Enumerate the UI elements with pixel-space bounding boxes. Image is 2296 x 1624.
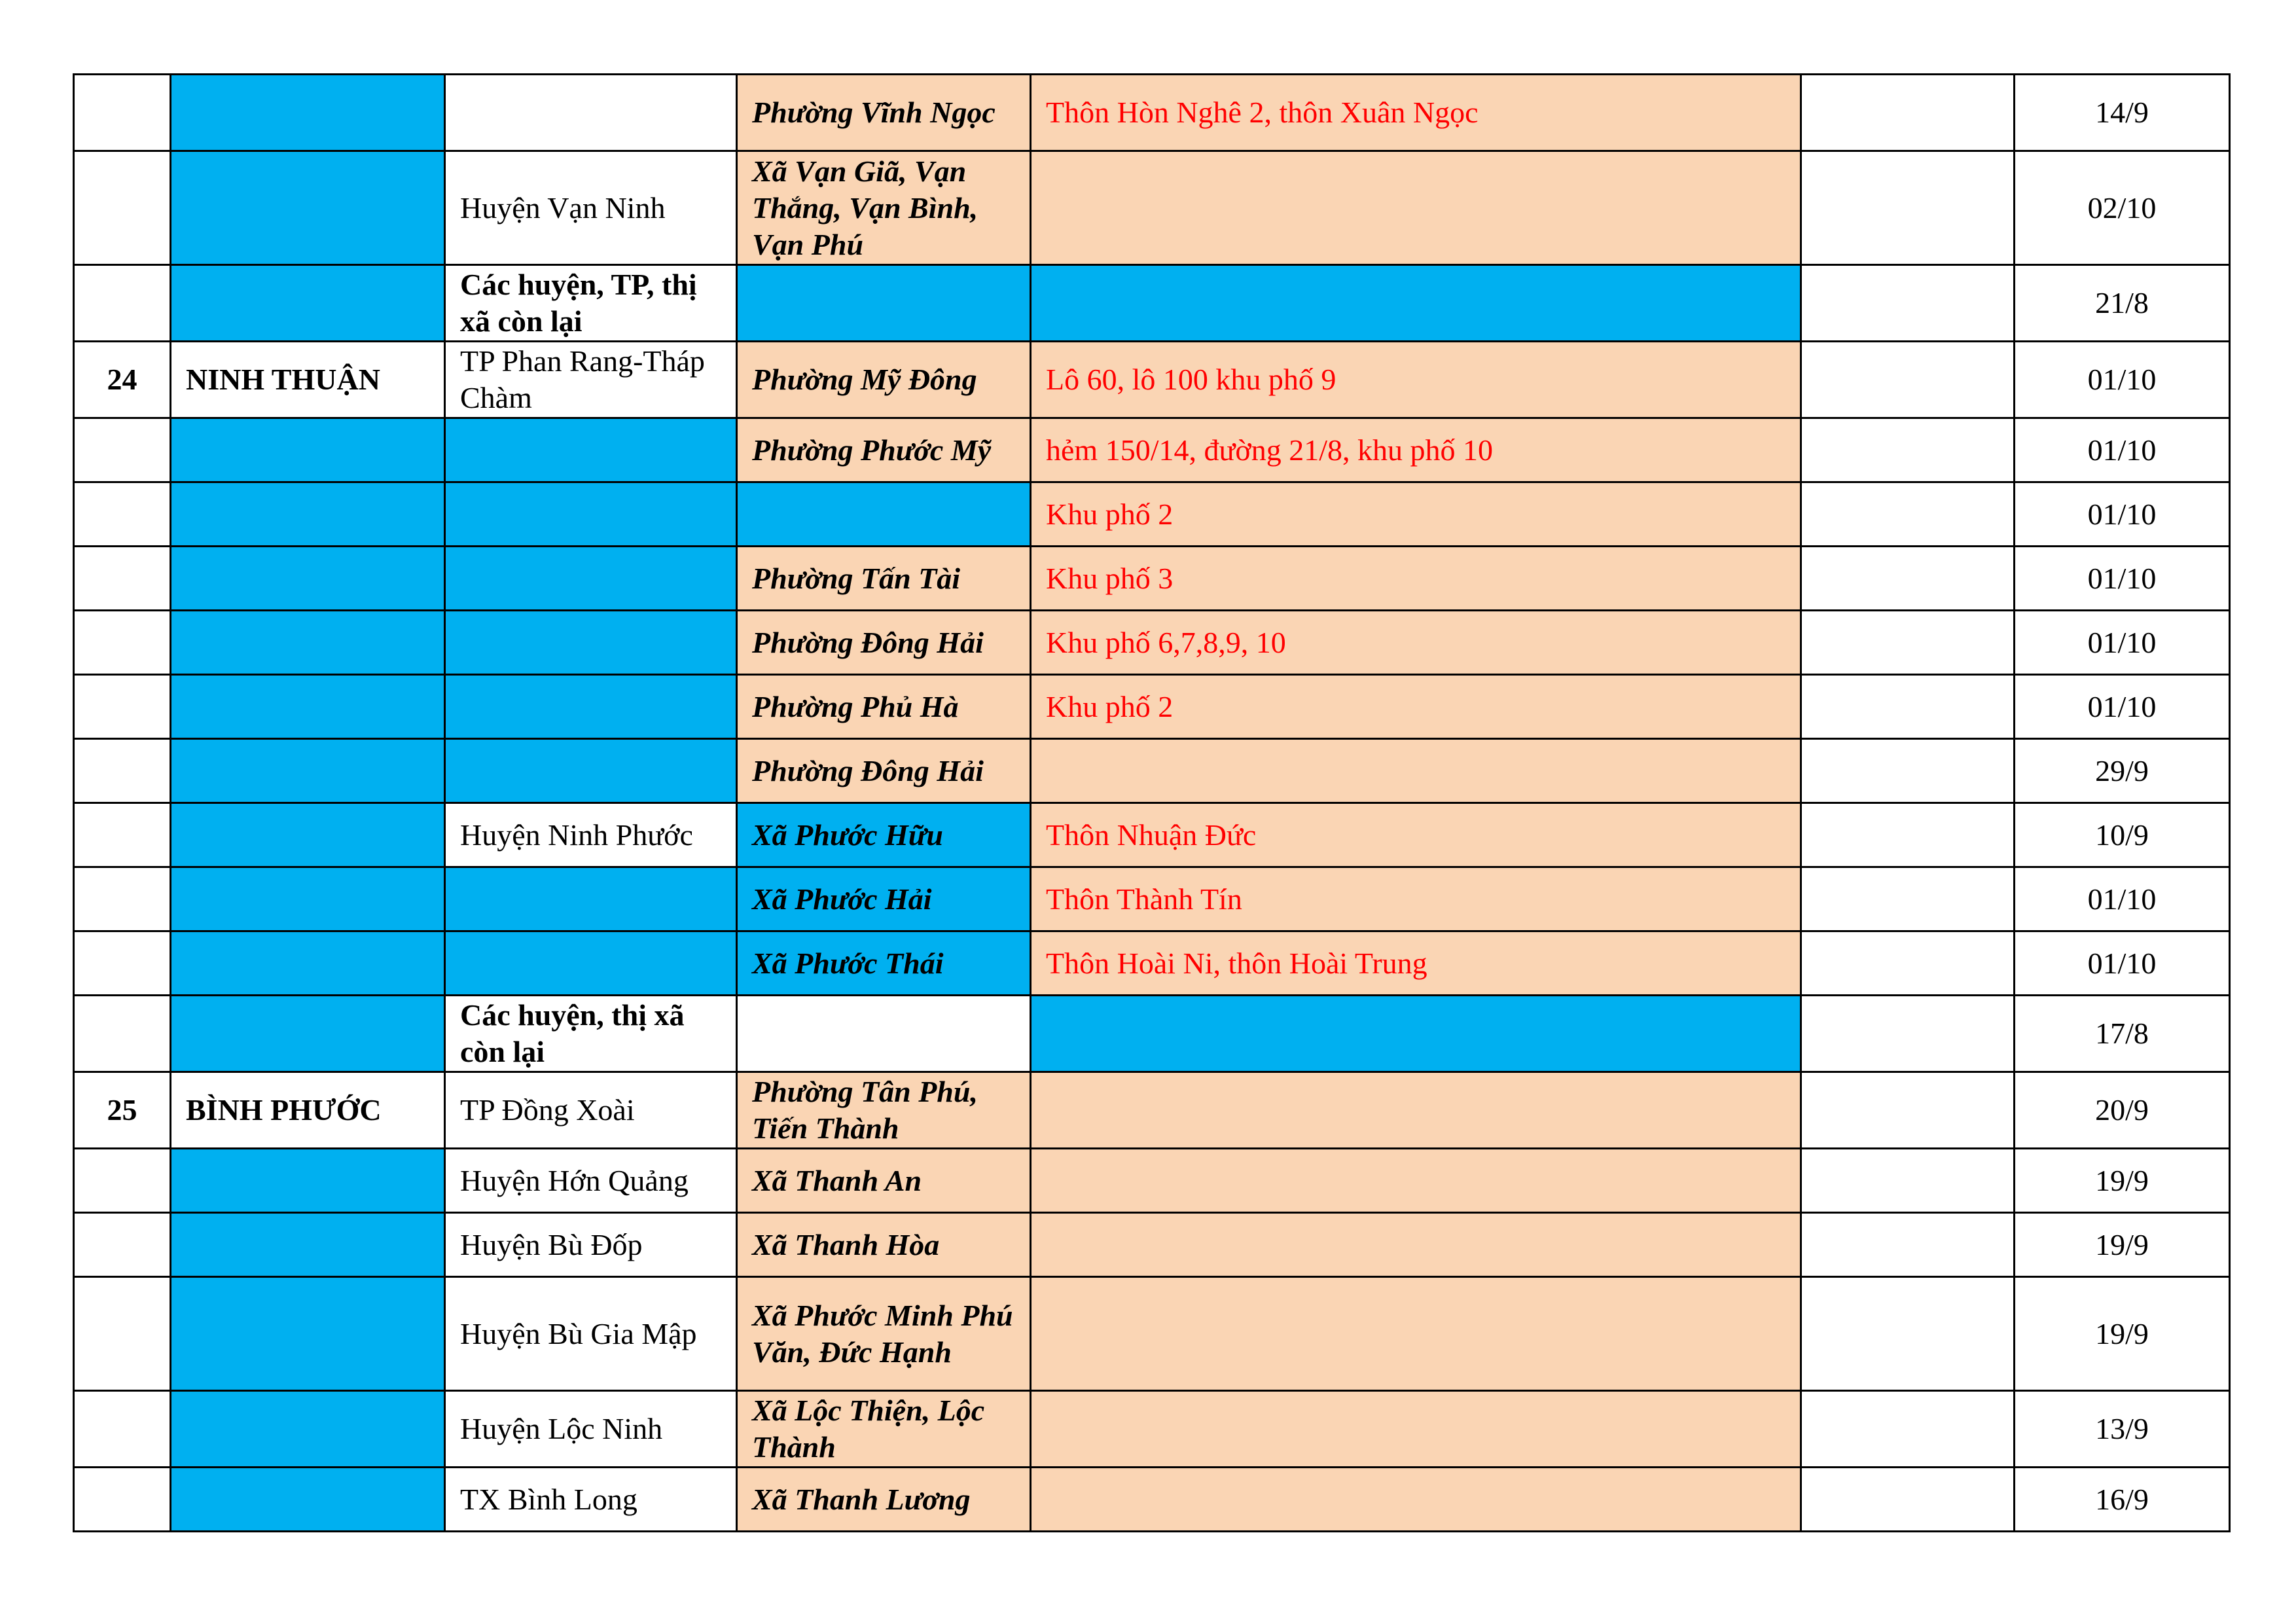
date-cell: 01/10 [2015, 482, 2230, 547]
province-cell [171, 75, 445, 151]
province-cell [171, 1149, 445, 1213]
stt-cell [74, 675, 171, 739]
province-cell [171, 418, 445, 482]
date-cell: 16/9 [2015, 1468, 2230, 1532]
district-cell: Huyện Hớn Quảng [445, 1149, 737, 1213]
area-cell [1031, 1149, 1801, 1213]
province-cell [171, 867, 445, 931]
province-cell [171, 1391, 445, 1468]
district-cell [445, 75, 737, 151]
empty-cell [1801, 675, 2015, 739]
ward-cell: Xã Thanh Lương [737, 1468, 1031, 1532]
province-cell [171, 547, 445, 611]
district-cell [445, 418, 737, 482]
ward-cell: Phường Đông Hải [737, 739, 1031, 803]
province-cell: BÌNH PHƯỚC [171, 1072, 445, 1149]
stt-cell [74, 996, 171, 1072]
date-cell: 29/9 [2015, 739, 2230, 803]
province-cell [171, 151, 445, 265]
empty-cell [1801, 418, 2015, 482]
stt-cell [74, 265, 171, 342]
district-cell: Huyện Vạn Ninh [445, 151, 737, 265]
empty-cell [1801, 1149, 2015, 1213]
table-row [74, 867, 2230, 931]
area-cell: Thôn Hòn Nghê 2, thôn Xuân Ngọc [1031, 75, 1801, 151]
date-cell: 14/9 [2015, 75, 2230, 151]
ward-cell: Phường Phước Mỹ [737, 418, 1031, 482]
ward-cell: Xã Thanh An [737, 1149, 1031, 1213]
empty-cell [1801, 1391, 2015, 1468]
area-cell [1031, 1391, 1801, 1468]
table-row [74, 75, 2230, 151]
area-cell: Khu phố 6,7,8,9, 10 [1031, 611, 1801, 675]
empty-cell [1801, 1213, 2015, 1277]
district-cell: Các huyện, thị xã còn lại [445, 996, 737, 1072]
table-row [74, 1149, 2230, 1213]
stt-cell [74, 482, 171, 547]
district-cell [445, 611, 737, 675]
table-row [74, 675, 2230, 739]
empty-cell [1801, 1468, 2015, 1532]
province-cell [171, 803, 445, 867]
area-cell [1031, 1213, 1801, 1277]
area-cell [1031, 739, 1801, 803]
table-row [74, 1072, 2230, 1149]
district-cell: TX Bình Long [445, 1468, 737, 1532]
area-cell: Thôn Thành Tín [1031, 867, 1801, 931]
empty-cell [1801, 739, 2015, 803]
empty-cell [1801, 342, 2015, 418]
empty-cell [1801, 803, 2015, 867]
ward-cell: Phường Tân Phú, Tiến Thành [737, 1072, 1031, 1149]
date-cell: 19/9 [2015, 1149, 2230, 1213]
empty-cell [1801, 151, 2015, 265]
outbreak-area-table [73, 73, 2231, 1532]
ward-cell: Xã Phước Minh Phú Văn, Đức Hạnh [737, 1277, 1031, 1391]
table-body [74, 75, 2230, 1532]
date-cell: 01/10 [2015, 342, 2230, 418]
table-row [74, 418, 2230, 482]
empty-cell [1801, 867, 2015, 931]
date-cell: 01/10 [2015, 675, 2230, 739]
area-cell: Thôn Nhuận Đức [1031, 803, 1801, 867]
empty-cell [1801, 996, 2015, 1072]
table-row [74, 547, 2230, 611]
ward-cell: Phường Đông Hải [737, 611, 1031, 675]
district-cell [445, 482, 737, 547]
ward-cell: Xã Lộc Thiện, Lộc Thành [737, 1391, 1031, 1468]
district-cell: TP Phan Rang-Tháp Chàm [445, 342, 737, 418]
area-cell: Khu phố 2 [1031, 675, 1801, 739]
stt-cell [74, 931, 171, 996]
date-cell: 19/9 [2015, 1213, 2230, 1277]
stt-cell [74, 1468, 171, 1532]
province-cell [171, 675, 445, 739]
table-row [74, 482, 2230, 547]
province-cell [171, 931, 445, 996]
table-row [74, 1213, 2230, 1277]
date-cell: 19/9 [2015, 1277, 2230, 1391]
empty-cell [1801, 611, 2015, 675]
district-cell [445, 739, 737, 803]
date-cell: 10/9 [2015, 803, 2230, 867]
stt-cell [74, 151, 171, 265]
table-row [74, 739, 2230, 803]
ward-cell [737, 482, 1031, 547]
stt-cell [74, 75, 171, 151]
empty-cell [1801, 1072, 2015, 1149]
district-cell [445, 547, 737, 611]
stt-cell [74, 1391, 171, 1468]
district-cell: Huyện Bù Gia Mập [445, 1277, 737, 1391]
stt-cell [74, 867, 171, 931]
province-cell [171, 611, 445, 675]
date-cell: 20/9 [2015, 1072, 2230, 1149]
stt-cell [74, 803, 171, 867]
ward-cell: Phường Phủ Hà [737, 675, 1031, 739]
empty-cell [1801, 482, 2015, 547]
table-row [74, 1277, 2230, 1391]
ward-cell: Xã Phước Hữu [737, 803, 1031, 867]
date-cell: 01/10 [2015, 418, 2230, 482]
table-row [74, 803, 2230, 867]
stt-cell: 25 [74, 1072, 171, 1149]
area-cell [1031, 1072, 1801, 1149]
table-row [74, 611, 2230, 675]
ward-cell: Phường Vĩnh Ngọc [737, 75, 1031, 151]
stt-cell [74, 1277, 171, 1391]
empty-cell [1801, 547, 2015, 611]
area-cell [1031, 151, 1801, 265]
stt-cell: 24 [74, 342, 171, 418]
area-cell [1031, 996, 1801, 1072]
stt-cell [74, 739, 171, 803]
empty-cell [1801, 1277, 2015, 1391]
date-cell: 17/8 [2015, 996, 2230, 1072]
table-row [74, 265, 2230, 342]
province-cell [171, 265, 445, 342]
date-cell: 13/9 [2015, 1391, 2230, 1468]
ward-cell [737, 265, 1031, 342]
date-cell: 21/8 [2015, 265, 2230, 342]
district-cell: Huyện Lộc Ninh [445, 1391, 737, 1468]
ward-cell [737, 996, 1031, 1072]
district-cell [445, 931, 737, 996]
area-cell [1031, 1277, 1801, 1391]
ward-cell: Xã Phước Thái [737, 931, 1031, 996]
area-cell: Khu phố 2 [1031, 482, 1801, 547]
area-cell: Lô 60, lô 100 khu phố 9 [1031, 342, 1801, 418]
district-cell: TP Đồng Xoài [445, 1072, 737, 1149]
empty-cell [1801, 931, 2015, 996]
empty-cell [1801, 265, 2015, 342]
date-cell: 01/10 [2015, 611, 2230, 675]
province-cell [171, 1277, 445, 1391]
date-cell: 01/10 [2015, 547, 2230, 611]
district-cell: Huyện Ninh Phước [445, 803, 737, 867]
province-cell [171, 739, 445, 803]
table-row [74, 931, 2230, 996]
ward-cell: Phường Mỹ Đông [737, 342, 1031, 418]
area-cell: Thôn Hoài Ni, thôn Hoài Trung [1031, 931, 1801, 996]
date-cell: 01/10 [2015, 931, 2230, 996]
stt-cell [74, 1213, 171, 1277]
stt-cell [74, 418, 171, 482]
table-row [74, 996, 2230, 1072]
date-cell: 01/10 [2015, 867, 2230, 931]
table-row [74, 151, 2230, 265]
district-cell: Các huyện, TP, thị xã còn lại [445, 265, 737, 342]
table-row [74, 1468, 2230, 1532]
area-cell: hẻm 150/14, đường 21/8, khu phố 10 [1031, 418, 1801, 482]
province-cell [171, 482, 445, 547]
province-cell [171, 996, 445, 1072]
province-cell [171, 1468, 445, 1532]
table-row [74, 342, 2230, 418]
stt-cell [74, 611, 171, 675]
stt-cell [74, 1149, 171, 1213]
district-cell [445, 867, 737, 931]
area-cell: Khu phố 3 [1031, 547, 1801, 611]
area-cell [1031, 265, 1801, 342]
table-row [74, 1391, 2230, 1468]
ward-cell: Xã Thanh Hòa [737, 1213, 1031, 1277]
stt-cell [74, 547, 171, 611]
province-cell: NINH THUẬN [171, 342, 445, 418]
empty-cell [1801, 75, 2015, 151]
district-cell [445, 675, 737, 739]
ward-cell: Phường Tấn Tài [737, 547, 1031, 611]
date-cell: 02/10 [2015, 151, 2230, 265]
area-cell [1031, 1468, 1801, 1532]
ward-cell: Xã Phước Hải [737, 867, 1031, 931]
district-cell: Huyện Bù Đốp [445, 1213, 737, 1277]
ward-cell: Xã Vạn Giã, Vạn Thắng, Vạn Bình, Vạn Phú [737, 151, 1031, 265]
province-cell [171, 1213, 445, 1277]
